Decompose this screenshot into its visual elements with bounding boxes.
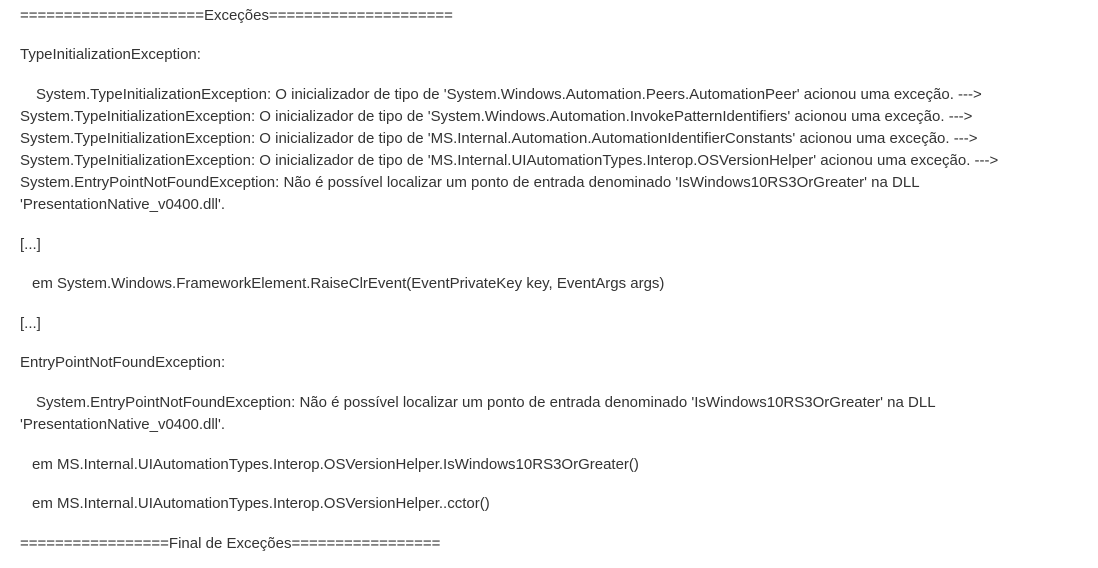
log-line: System.TypeInitializationException: O inicializador de tipo de 'System.Windows.Automation.Peers.AutomationPeer' acionou uma exceção. ---> — [36, 86, 982, 103]
log-line: 'PresentationNative_v0400.dll'. — [20, 416, 226, 433]
log-line: System.TypeInitializationException: O inicializador de tipo de 'MS.Internal.Automation.AutomationIdentifierConstants' acionou uma exceção. ---> — [20, 130, 978, 147]
log-line: System.EntryPointNotFoundException: Não é possível localizar um ponto de entrada denominado 'IsWindows10RS3OrGreater' na DLL — [20, 174, 920, 191]
ellipsis: [...] — [20, 236, 41, 253]
log-line: System.TypeInitializationException: O inicializador de tipo de 'System.Windows.Automation.InvokePatternIdentifiers' acionou uma exceção. ---> — [20, 108, 973, 125]
log-line: 'PresentationNative_v0400.dll'. — [20, 196, 226, 213]
stack-frame: em System.Windows.FrameworkElement.RaiseClrEvent(EventPrivateKey key, EventArgs args) — [32, 275, 665, 292]
ellipsis: [...] — [20, 315, 41, 332]
section-title-type-initialization: TypeInitializationException: — [20, 46, 201, 63]
log-footer: =================Final de Exceções================= — [20, 535, 441, 552]
log-line: System.TypeInitializationException: O inicializador de tipo de 'MS.Internal.UIAutomationTypes.Interop.OSVersionHelper' acionou uma exceção. ---> — [20, 152, 999, 169]
log-line: System.EntryPointNotFoundException: Não é possível localizar um ponto de entrada denominado 'IsWindows10RS3OrGreater' na DLL — [36, 394, 936, 411]
section-title-entry-point: EntryPointNotFoundException: — [20, 354, 226, 371]
stack-frame: em MS.Internal.UIAutomationTypes.Interop.OSVersionHelper.IsWindows10RS3OrGreater() — [32, 456, 639, 473]
log-header: =====================Exceções===================== — [20, 7, 453, 24]
stack-frame: em MS.Internal.UIAutomationTypes.Interop.OSVersionHelper..cctor() — [32, 495, 490, 512]
